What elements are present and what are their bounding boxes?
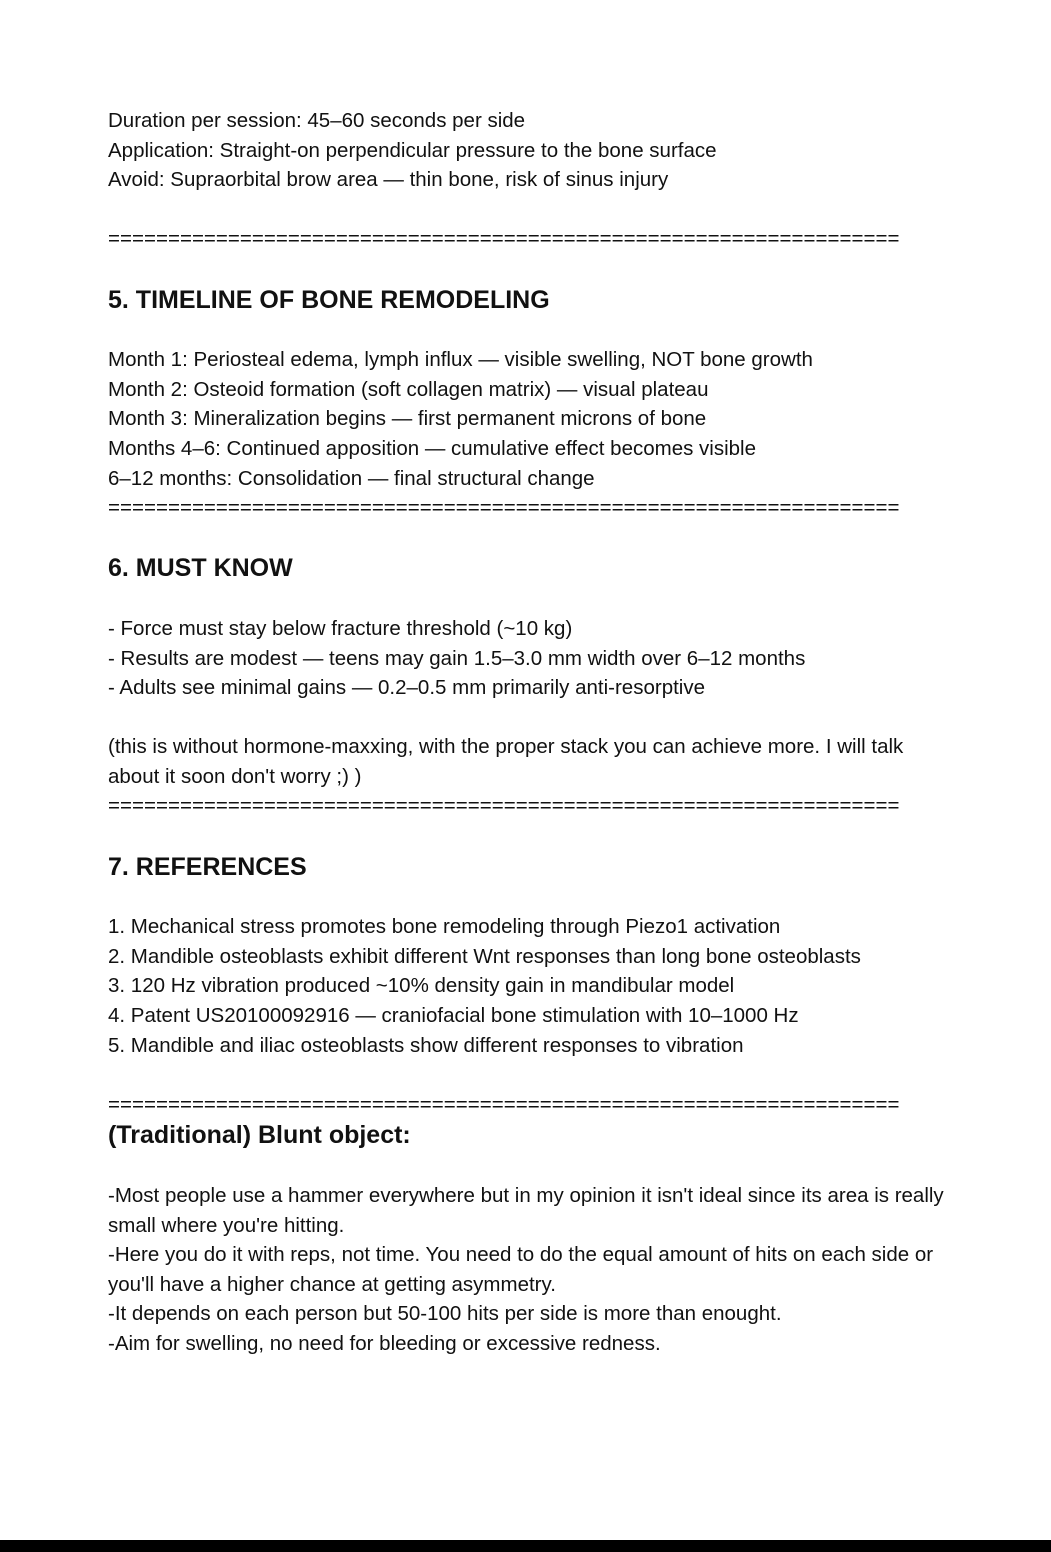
timeline-line: Month 1: Periosteal edema, lymph influx — visible swelling, NOT bone growth	[108, 348, 813, 372]
timeline-line: Months 4–6: Continued apposition — cumulative effect becomes visible	[108, 436, 757, 460]
spacer	[108, 523, 948, 553]
section-heading-references: 7. REFERENCES	[108, 852, 307, 881]
separator: ==================================================================	[108, 794, 900, 818]
timeline-line: Month 2: Osteoid formation (soft collagen matrix) — visual plateau	[108, 377, 709, 401]
section-heading-must-know: 6. MUST KNOW	[108, 554, 293, 583]
must-know-note: (this is without hormone-maxxing, with the proper stack you can achieve more. I will talk about it soon don't worry ;) )	[108, 735, 904, 788]
intro-line: Avoid: Supraorbital brow area — thin bone, risk of sinus injury	[108, 168, 669, 192]
spacer	[108, 1151, 948, 1181]
reference-item: 5. Mandible and iliac osteoblasts show different responses to vibration	[108, 1033, 744, 1057]
intro-line: Duration per session: 45–60 seconds per side	[108, 109, 526, 132]
section-heading-timeline: 5. TIMELINE OF BONE REMODELING	[108, 285, 550, 314]
spacer	[108, 316, 948, 346]
document-content	[108, 106, 948, 1359]
must-know-line: - Results are modest — teens may gain 1.5–3.0 mm width over 6–12 months	[108, 646, 806, 670]
blunt-line: -Aim for swelling, no need for bleeding or excessive redness.	[108, 1331, 661, 1355]
timeline-line: Month 3: Mineralization begins — first permanent microns of bone	[108, 407, 707, 431]
spacer	[108, 254, 948, 284]
separator: ==================================================================	[108, 227, 900, 251]
blunt-line: -Here you do it with reps, not time. You need to do the equal amount of hits on each side or you'll have a higher chance at getting asymmetry.	[108, 1243, 934, 1296]
spacer	[108, 883, 948, 913]
separator: ==================================================================	[108, 1092, 900, 1116]
section-heading-blunt-object: (Traditional) Blunt object:	[108, 1121, 411, 1150]
timeline-line: 6–12 months: Consolidation — final structural change	[108, 466, 595, 490]
blunt-line: -It depends on each person but 50-100 hits per side is more than enought.	[108, 1302, 782, 1326]
spacer	[108, 1060, 948, 1090]
blunt-line: -Most people use a hammer everywhere but in my opinion it isn't ideal since its area is really small where you're hitting.	[108, 1184, 944, 1237]
reference-item: 1. Mechanical stress promotes bone remodeling through Piezo1 activation	[108, 915, 781, 939]
must-know-line: - Force must stay below fracture threshold (~10 kg)	[108, 616, 573, 640]
reference-item: 4. Patent US20100092916 — craniofacial bone stimulation with 10–1000 Hz	[108, 1004, 799, 1028]
reference-item: 2. Mandible osteoblasts exhibit different Wnt responses than long bone osteoblasts	[108, 944, 861, 968]
separator: ==================================================================	[108, 496, 900, 520]
spacer	[108, 584, 948, 614]
spacer	[108, 195, 948, 225]
reference-item: 3. 120 Hz vibration produced ~10% density gain in mandibular model	[108, 974, 735, 998]
bottom-bar	[0, 1540, 1051, 1552]
spacer	[108, 703, 948, 733]
must-know-line: - Adults see minimal gains — 0.2–0.5 mm primarily anti-resorptive	[108, 676, 705, 700]
spacer	[108, 821, 948, 851]
intro-line: Application: Straight-on perpendicular pressure to the bone surface	[108, 138, 717, 162]
